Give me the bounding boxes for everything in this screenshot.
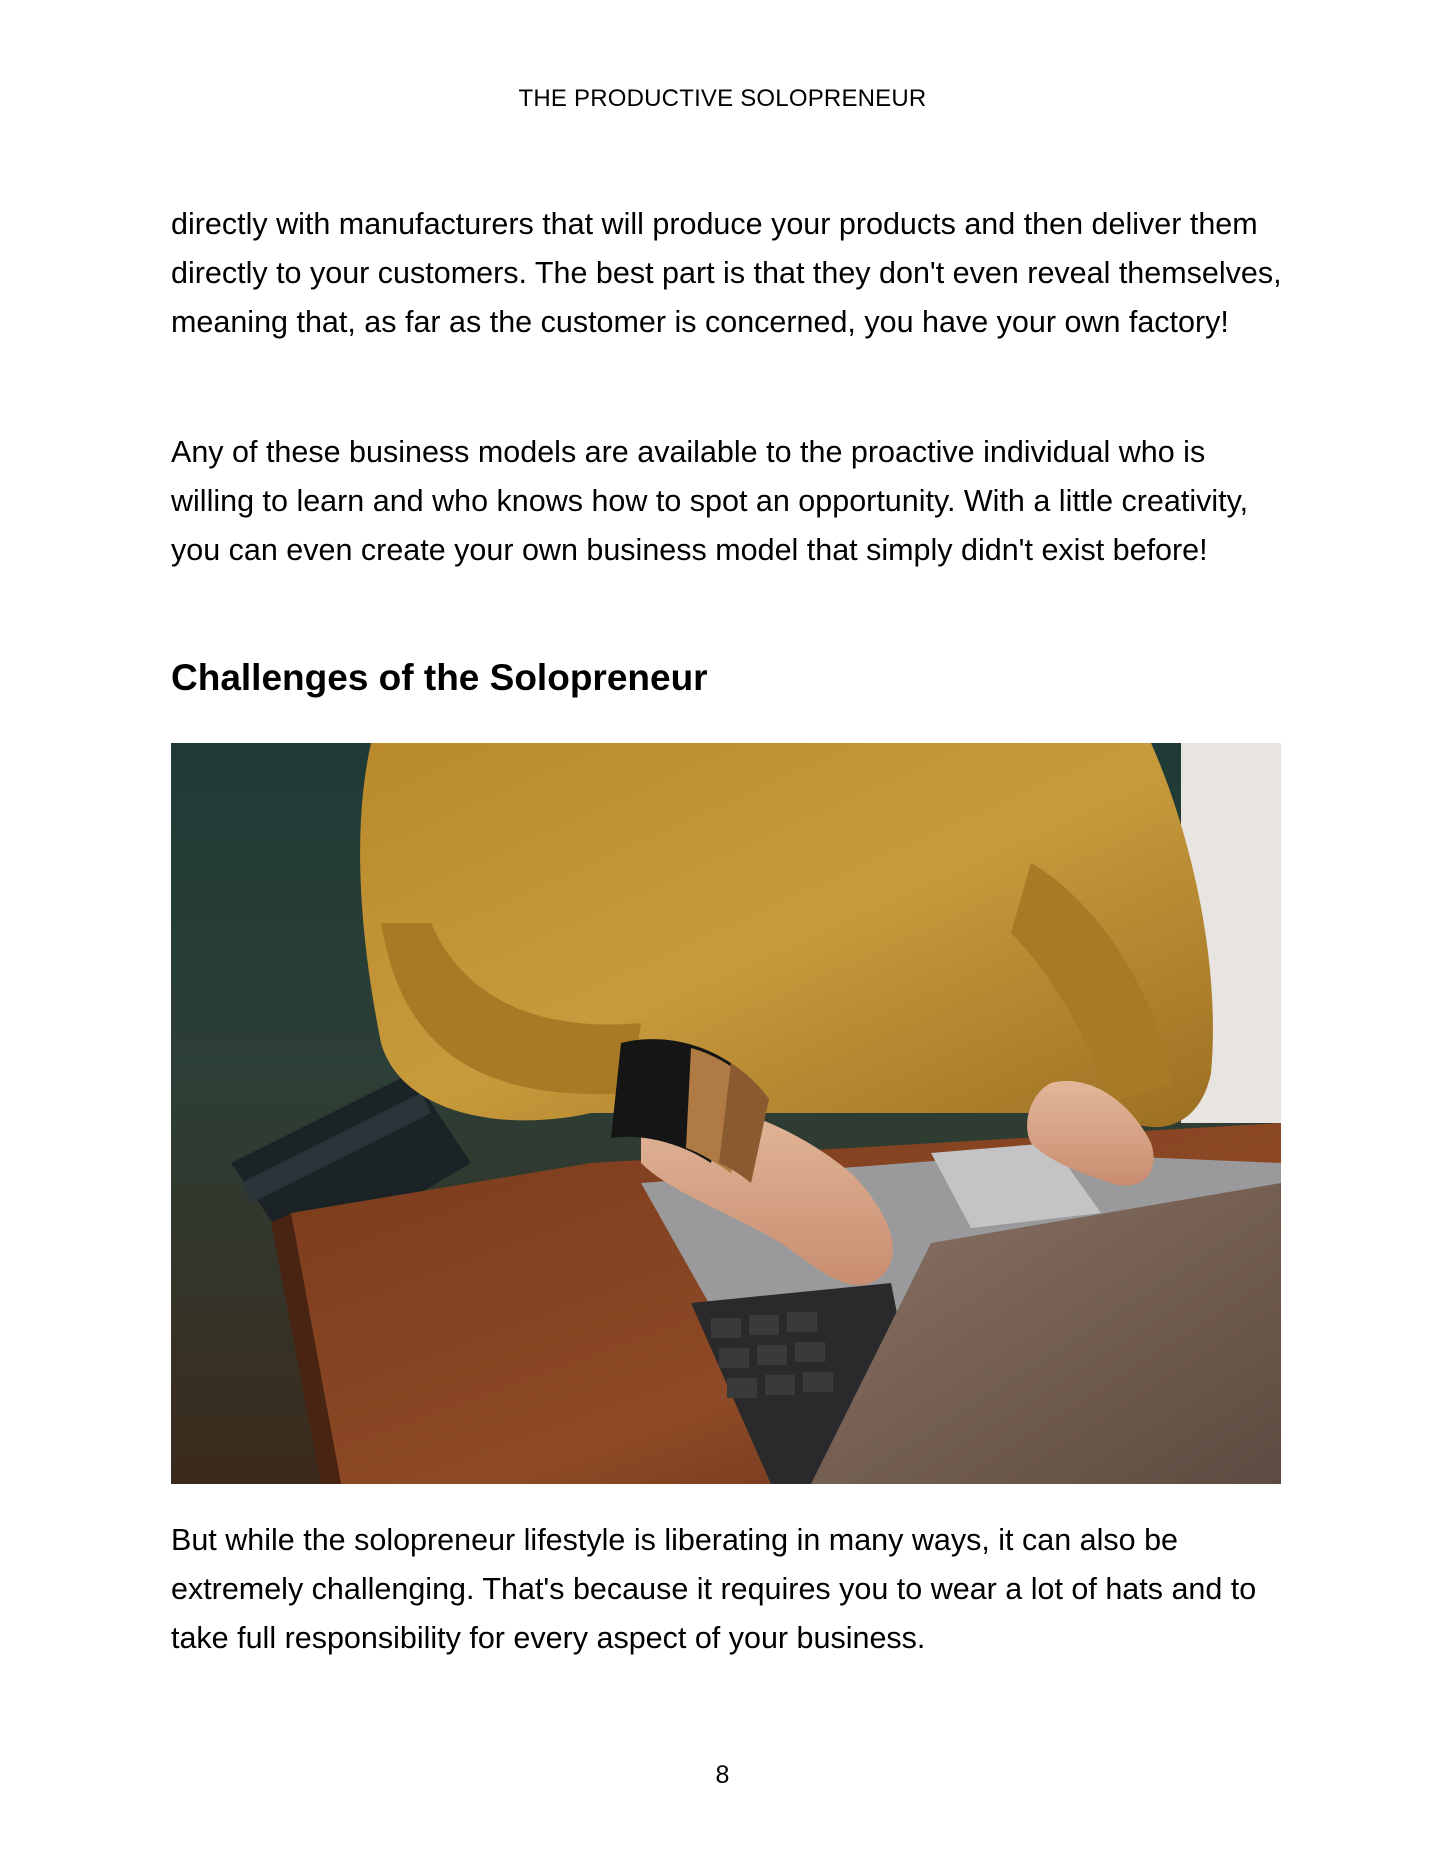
running-header: THE PRODUCTIVE SOLOPRENEUR <box>518 85 927 112</box>
paragraph-challenges: But while the solopreneur lifestyle is liberating in many ways, it can also be extremely challenging. That's because it requires you to wear a lot of hats and to take full responsibility for every aspect of your business. <box>171 1523 1257 1655</box>
photo-person-typing-on-laptop <box>171 743 1281 1484</box>
paragraph-manufacturers: directly with manufacturers that will produce your products and then deliver them directly to your customers. The best part is that they don't even reveal themselves, meaning that, as far as the customer is concerned, you have your own factory! <box>171 207 1282 339</box>
paragraph-business-models: Any of these business models are available to the proactive individual who is willing to learn and who knows how to spot an opportunity. With a little creativity, you can even create your own business model that simply didn't exist before! <box>171 435 1249 567</box>
section-heading: Challenges of the Solopreneur <box>171 657 708 698</box>
page-number: 8 <box>715 1761 730 1789</box>
